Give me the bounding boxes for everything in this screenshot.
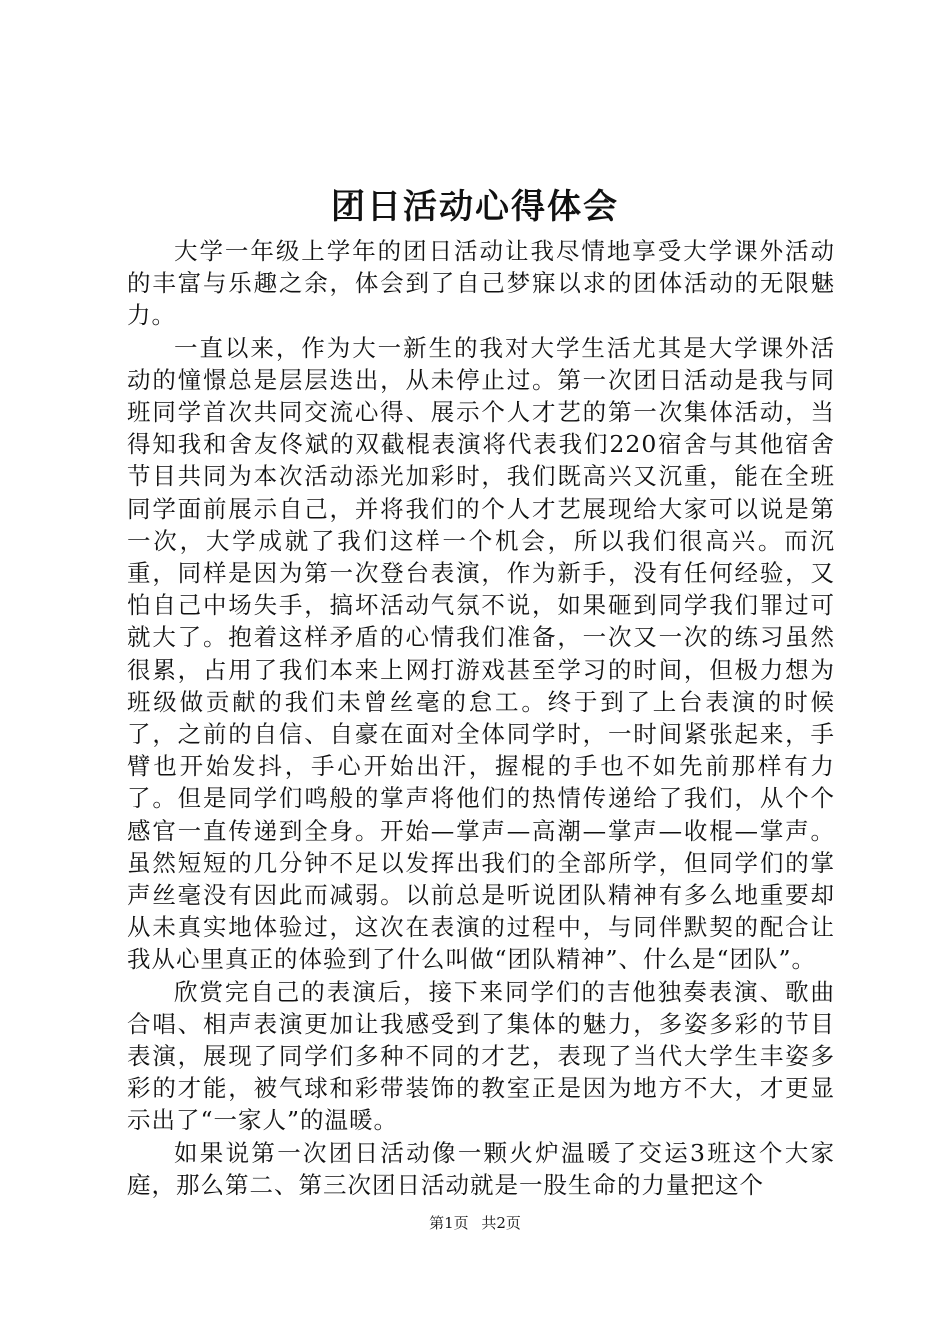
- document-title: 团日活动心得体会: [331, 187, 619, 227]
- paragraph-4: 如果说第一次团日活动像一颗火炉温暖了交运3班这个大家庭，那么第二、第三次团日活动就是一股生命的力量把这个: [127, 1138, 835, 1199]
- page-number: 第1页: [429, 1214, 469, 1232]
- paragraph-2: 一直以来，作为大一新生的我对大学生活尤其是大学课外活动的憧憬总是层层迭出，从未停止过。第一次团日活动是我与同班同学首次共同交流心得、展示个人才艺的第一次集体活动，当得知我和舍友佟斌的双截棍表演将代表我们220宿舍与其他宿舍节目共同为本次活动添光加彩时，我们既高兴又沉重，能在全班同学面前展示自己，并将我们的个人才艺展现给大家可以说是第一次，大学成就了我们这样一个机会，所以我们很高兴。而沉重，同样是因为第一次登台表演，作为新手，没有任何经验，又怕自己中场失手，搞坏活动气氛不说，如果砸到同学我们罪过可就大了。抱着这样矛盾的心情我们准备，一次又一次的练习虽然很累，占用了我们本来上网打游戏甚至学习的时间，但极力想为班级做贡献的我们未曾丝毫的怠工。终于到了上台表演的时候了，之前的自信、自豪在面对全体同学时，一时间紧张起来，手臂也开始发抖，手心开始出汗，握棍的手也不如先前那样有力了。但是同学们鸣般的掌声将他们的热情传递给了我们，从个个感官一直传递到全身。开始—掌声—高潮—掌声—收棍—掌声。虽然短短的几分钟不足以发挥出我们的全部所学，但同学们的掌声丝毫没有因此而减弱。以前总是听说团队精神有多么地重要却从未真实地体验过，这次在表演的过程中，与同伴默契的配合让我从心里真正的体验到了什么叫做“团队精神”、什么是“团队”。: [127, 333, 835, 974]
- paragraph-1: 大学一年级上学年的团日活动让我尽情地享受大学课外活动的丰富与乐趣之余，体会到了自己梦寐以求的团体活动的无限魅力。: [127, 237, 835, 330]
- page-total: 共2页: [481, 1214, 521, 1232]
- paragraph-3: 欣赏完自己的表演后，接下来同学们的吉他独奏表演、歌曲合唱、相声表演更加让我感受到了集体的魅力，多姿多彩的节目表演，展现了同学们多种不同的才艺，表现了当代大学生丰姿多彩的才能，被气球和彩带装饰的教室正是因为地方不大，才更显示出了“一家人”的温暖。: [127, 977, 835, 1135]
- document-body: [127, 235, 835, 1201]
- page-footer: [0, 1212, 950, 1234]
